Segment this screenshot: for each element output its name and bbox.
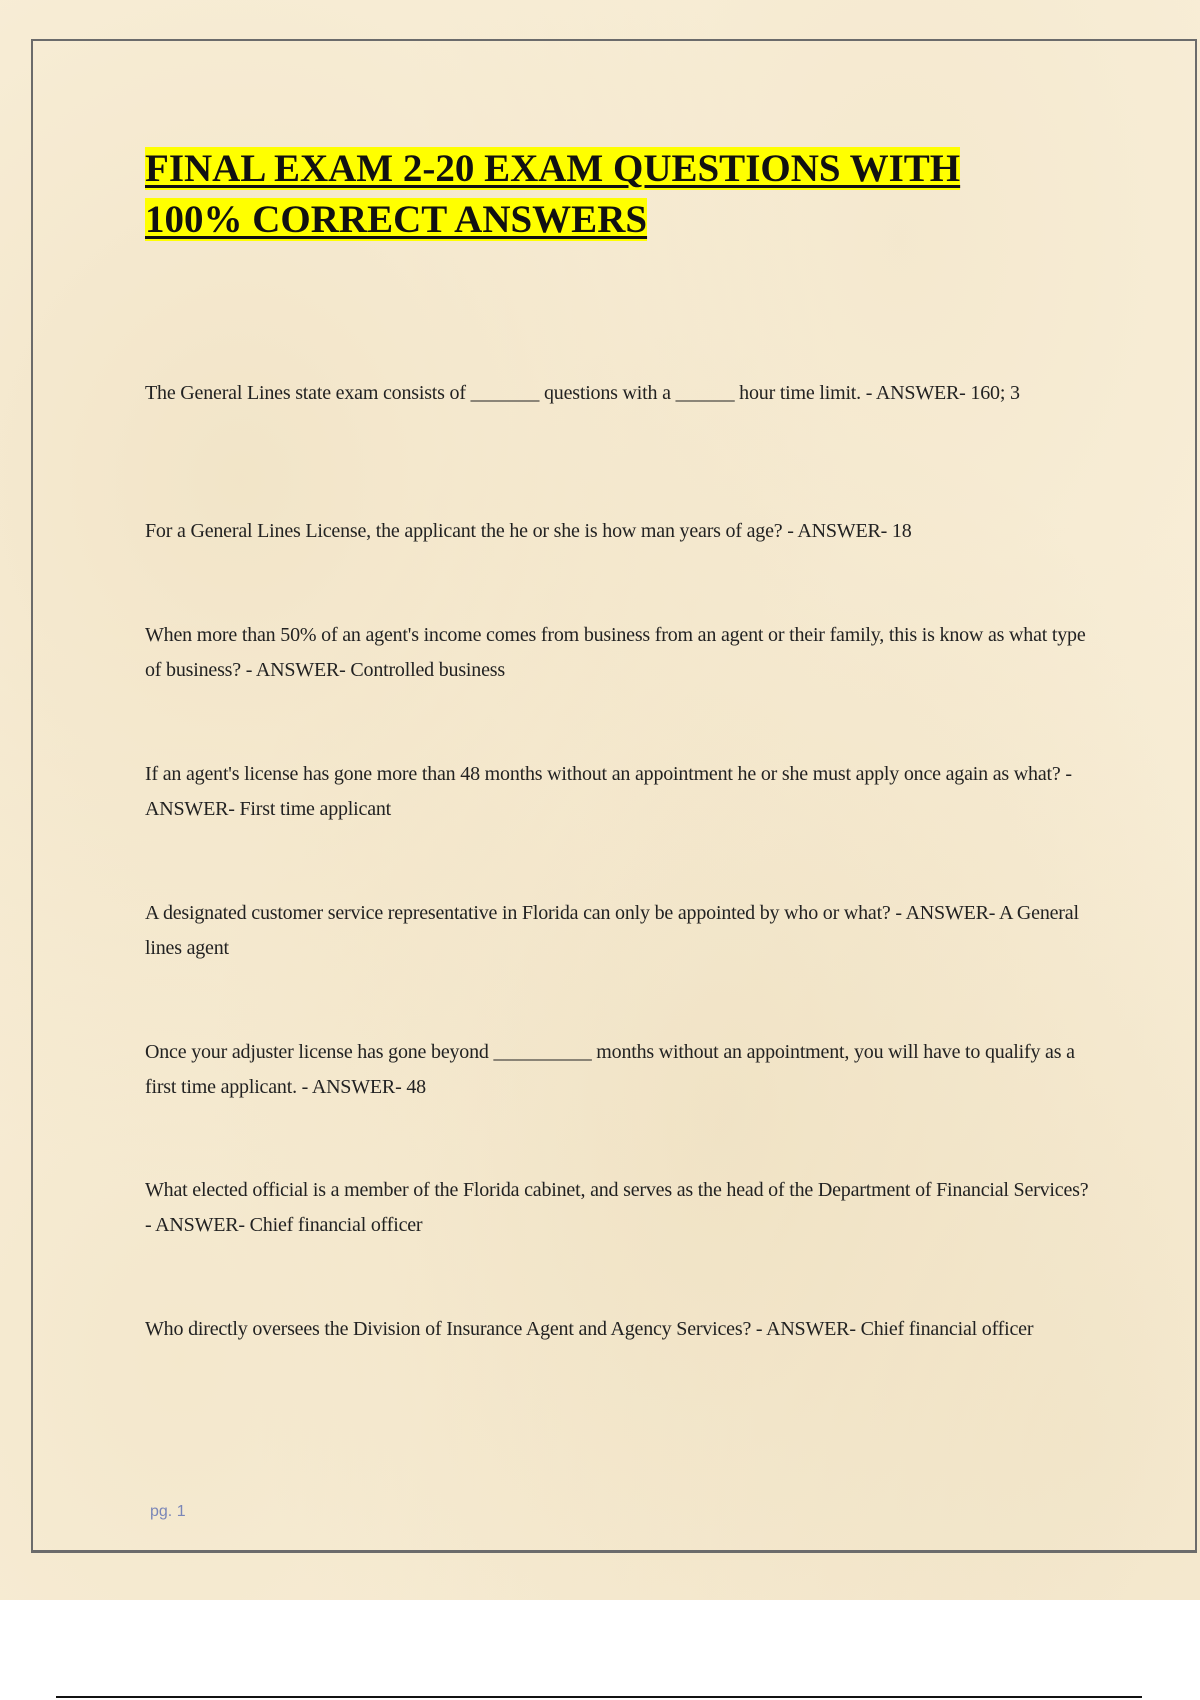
qa-item-6: Once your adjuster license has gone beyond __________ months without an appointment, you will have to qualify as a first time applicant. - ANSWER- 48 — [145, 1041, 1075, 1098]
document-title — [145, 143, 1045, 245]
qa-item-2: For a General Lines License, the applicant the he or she is how man years of age? - ANSWER- 18 — [145, 520, 912, 542]
qa-item-7: What elected official is a member of the Florida cabinet, and serves as the head of the Department of Financial Services? - ANSWER- Chief financial officer — [145, 1179, 1089, 1236]
qa-item-8: Who directly oversees the Division of Insurance Agent and Agency Services? - ANSWER- Chief financial officer — [145, 1318, 1034, 1340]
bottom-divider — [56, 1696, 1142, 1698]
qa-item-3: When more than 50% of an agent's income comes from business from an agent or their family, this is know as what type of business? - ANSWER- Controlled business — [145, 624, 1086, 681]
qa-item-4: If an agent's license has gone more than 48 months without an appointment he or she must apply once again as what? - ANSWER- First time applicant — [145, 763, 1072, 820]
qa-item-5: A designated customer service representative in Florida can only be appointed by who or what? - ANSWER- A General lines agent — [145, 902, 1079, 959]
page-number: pg. 1 — [150, 1503, 186, 1520]
qa-item-1: The General Lines state exam consists of _______ questions with a ______ hour time limit. - ANSWER- 160; 3 — [145, 382, 1020, 404]
document-title-text: FINAL EXAM 2-20 EXAM QUESTIONS WITH 100% CORRECT ANSWERS — [145, 147, 961, 241]
